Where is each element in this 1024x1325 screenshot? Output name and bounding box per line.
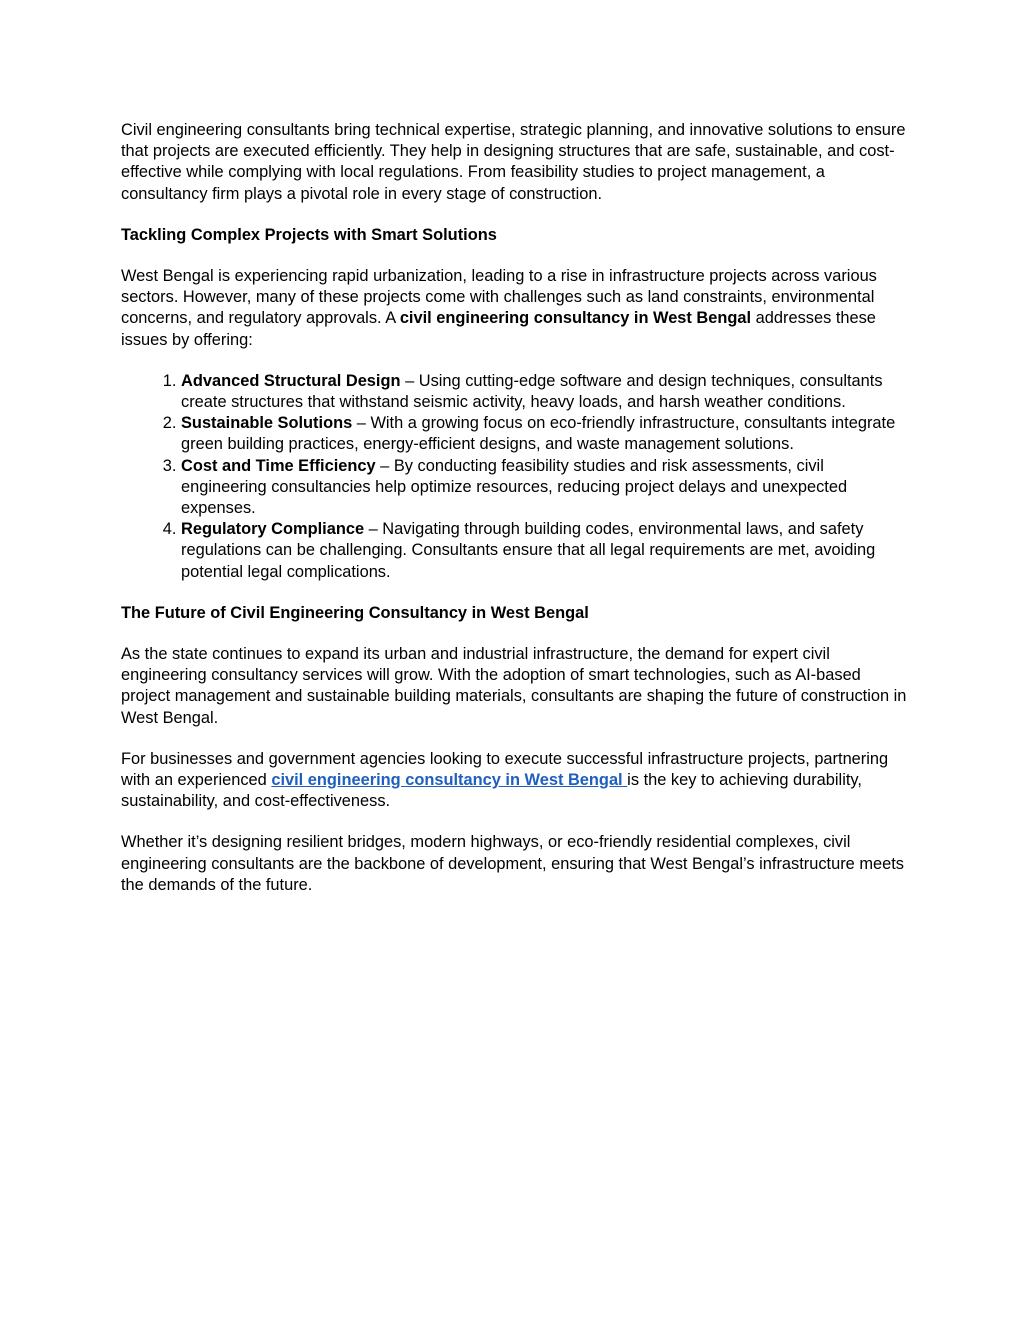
partnering-text-end: is the key to achieving durability, sustainability, and cost-effectiveness. — [121, 771, 862, 811]
urbanization-text-end: addresses these issues by offering: — [121, 309, 876, 349]
offerings-list — [121, 371, 911, 583]
list-item-text: – Using cutting-edge software and design techniques, consultants create structures that withstand seismic activity, heavy loads, and harsh weather conditions. — [181, 371, 883, 412]
list-item — [181, 456, 911, 520]
list-item-text: – Navigating through building codes, environmental laws, and safety regulations can be challenging. Consultants ensure that all legal requirements are met, avoiding potential legal complications. — [181, 520, 876, 581]
closing-paragraph: Whether it’s designing resilient bridges, modern highways, or eco-friendly residential complexes, civil engineering consultants are the backbone of development, ensuring that West Bengal’s infrastructure meets the demands of the future. — [121, 833, 904, 894]
list-item-text: – By conducting feasibility studies and risk assessments, civil engineering consultancies help optimize resources, reducing project delays and unexpected expenses. — [181, 456, 848, 518]
urbanization-paragraph — [121, 266, 911, 351]
list-item-text: – With a growing focus on eco-friendly infrastructure, consultants integrate green building practices, energy-efficient designs, and waste management solutions. — [181, 414, 896, 454]
urbanization-bold-phrase: civil engineering consultancy in West Bengal — [399, 309, 752, 328]
document-page — [121, 120, 911, 916]
list-item-title: Cost and Time Efficiency — [181, 456, 376, 475]
section-heading-future: The Future of Civil Engineering Consultancy in West Bengal — [121, 603, 589, 622]
future-paragraph: As the state continues to expand its urban and industrial infrastructure, the demand for expert civil engineering consultancy services will grow. With the adoption of smart technologies, such as AI-based project management and sustainable building materials, consultants are shaping the future of construction in West Bengal. — [121, 645, 907, 727]
partnering-paragraph — [121, 749, 911, 813]
list-item-title: Advanced Structural Design — [181, 371, 401, 390]
list-item — [181, 519, 911, 583]
urbanization-text-start: West Bengal is experiencing rapid urbanization, leading to a rise in infrastructure projects across various sectors. However, many of these projects come with challenges such as land constraints, environmental concerns, and regulatory approvals. A — [121, 267, 877, 328]
partnering-text-start: For businesses and government agencies looking to execute successful infrastructure projects, partnering with an experienced — [121, 749, 889, 790]
section-heading-smart-solutions: Tackling Complex Projects with Smart Solutions — [121, 225, 497, 244]
list-item-title: Sustainable Solutions — [181, 414, 353, 433]
list-item — [181, 371, 911, 413]
intro-paragraph: Civil engineering consultants bring technical expertise, strategic planning, and innovative solutions to ensure that projects are executed efficiently. They help in designing structures that are safe, sustainable, and cost-effective while complying with local regulations. From feasibility studies to project management, a consultancy firm plays a pivotal role in every stage of construction. — [121, 121, 906, 203]
list-item-title: Regulatory Compliance — [181, 520, 365, 539]
consultancy-link[interactable]: civil engineering consultancy in West Bengal — [271, 771, 628, 790]
list-item — [181, 413, 911, 455]
